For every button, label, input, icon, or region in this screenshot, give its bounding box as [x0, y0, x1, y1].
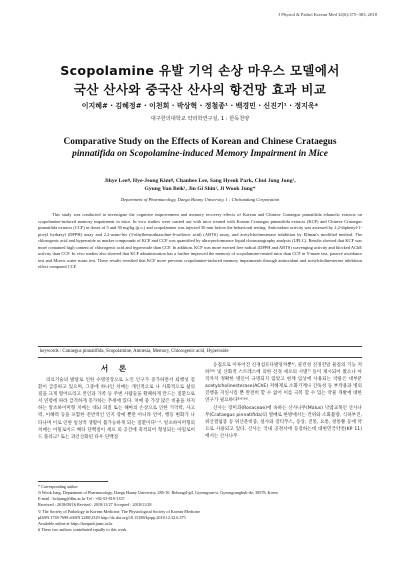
keywords: keywords : Crataegus pinnatifida, Scopolamine, Amnesia, Memory, Chlorogenic acid, Hyperoside: [40, 349, 229, 354]
korean-authors: 이지혜# · 김혜정# · 이천희 · 박상혁 · 정철종¹ · 백경민 · 신진기¹ · 정지욱*: [81, 102, 319, 110]
keywords-rule-top: [38, 346, 362, 347]
footnote-equal-contribution: # These two authors contributed equally to this work.: [38, 527, 128, 533]
korean-affiliation: 대구한의대학교 약리학연구실, 1 : 한독천양: [150, 116, 250, 122]
korean-title-line2: 국산 산사와 중국산 산사의 항건망 효과 비교: [73, 82, 327, 97]
journal-header: J Physiol & Pathol Korean Med 32(6):375~383, 2018: [278, 12, 377, 17]
abstract-text: This study was conducted to investigate the cognitive improvement and memory recovery effects of Korean and Chinese Crataegus pinnatifida ethanolic extracts on scopolamine-induced memory impairment in mice. In vivo studies were carried out with mice treated with Korean Crataegus pinnatifida extracts (KCF) and Chinese Crataegus pinnatifida extracts (CCF) in doses of 5 and 50 mg/kg (p.o.) and scopolamine was injected 30 min before the behavioral testing. Antioxidant activity was assessed by 2,2-diphenyl-1-picryl hydrazyl (DPPH) assay and 2,2-azino-bis (3-ethylbenzothiazoline-6-sulfonic acid) (ABTS) assay, and acetylcholinesterase inhibition by Ellman's modified method. The chlorogenic acid and hyperoside as marker compounds of KCF and CCF was quantified by ultra-performance liquid chromatography analysis (UPLC). Results showed that KCF was more contained high content of chlorogenic acid and hyperoside than CCF. In addition, KCF was more exerted free radical (DPPH and ABTS) scavenging activity and blocked AChE activity than CCF. In vivo studies also showed that KCF administration has a further improved the memory of scopolamine-treated mice than CCF in Y-maze test, passive avoidance test and Morris water maze test. These results revealed that KCF more prevents scopolamine-induced memory impairments through antioxidant and acetylcholinesterase inhibition effect compared CCF.: [38, 212, 362, 270]
footnote-online-link[interactable]: Available online at https://kmpath.jams.or.kr: [38, 520, 113, 526]
korean-title-line1: Scopolamine 유발 기억 손상 마우스 모델에서: [60, 63, 340, 78]
intro-left-column: 의료기술의 발달로 인한 수명연장으로 노인 인구가 증가하면서 퇴행성 질환이 급증하고 있으며, 그중에 하나인 치매는 개인적으로 나 사회적으로 삶의 질을 크게 떨어뜨리고 본인과 가족 등 주변 사람들을 황폐하게 만드는 질환으로서 연령에 따라 급격하게 증가하는 추세에 있다. 치매 중 가장 많은 비율을 차지하는 알츠하이머형 치매는 대뇌 피질 또는 해마의 손상으로 인한 기억력, 사고력, 이해력 등을 포함한 전반적인 인지 장애 뿐만 아니라 언어, 행동 변화가 나타나며 이로 인한 일상적 생활이 불가능하게 되는 질환이다¹⁻². 알츠하이머형의 치매는 아밀로이드 베타 단백질이 세포 외 공간에 축적되어 형성되는 아밀로이드 플라크³ 또는 과인산화된 타우 단백질: [38, 378, 195, 440]
footnotes: [38, 484, 362, 533]
footnote-corresponding: * Corresponding author: [38, 484, 78, 489]
footnote-dates: Received : 2018/08/16 Revised : 2018/11/27 Accepted : 2018/11/28: [38, 502, 152, 508]
keywords-rule-bottom: [38, 357, 362, 358]
english-authors-line2: Gyung Yun Beik¹, Jin Gi Shin¹, Ji Wook Jung*: [144, 186, 256, 192]
english-authors-line1: Jihye Lee#, Hye-Jeong Kim#, Chanhee Lee, Sang Hyeok Park, Chul Jong Jung¹,: [104, 178, 296, 184]
intro-right-paragraph-2: 산사는 장미과(Rosaceae)에 속하는 산사나무(Malus) 낙엽교목인 산사나무(Crataegus pinnatifida)의 열매로 한방에서는 건위와 소화불량, 식욕부진, 위산결핍증 등 위산분비증, 설사와 장티푸스, 동상, 진통, 요통, 창통쭐 등에 약으로 사용되고 있다. 산사는 국내 공정서에 등장하는데 대한민국약전(KP 11)에서는 산사나무: [205, 405, 362, 439]
english-affiliation: Department of Pharmacology, Daegu Haany University, 1 : Chchundang Corporation: [120, 197, 280, 202]
footnote-email-link[interactable]: E-mail : bchjung@dhu.ac.kr Tel : +82-53-819-1337: [38, 496, 125, 502]
footnote-rule: [38, 481, 108, 482]
footnote-issn-doi-link[interactable]: pISSN 1738-7698 eISSN 2288-2529 http://dx.doi.org/10.15188/kjopp.2018.12.32.6.375: [38, 514, 186, 520]
section-title-introduction: 서 론: [100, 364, 131, 373]
english-title-line1: Comparative Study on the Effects of Korean and Chinese Crataegus: [63, 137, 337, 147]
english-title-line2-text: pinnatifida on Scopolamine-induced Memory Impairment in Mice: [72, 149, 328, 159]
english-title-line2: [0, 149, 400, 159]
intro-right-column: [205, 362, 362, 440]
footnote-copyright: © The Society of Pathology in Korean Medicine, The Physiological Society of Korean Medicine: [38, 508, 201, 514]
footnote-address: Ji Wook Jung, Department of Pharmacology, Daegu Haany University, 285-10, Bohongil-gil, Gyeongsan-si, Gyeongsangbuk-do, 38578, Korea: [38, 490, 278, 496]
intro-right-paragraph-1: 응집으로 이루어진 신경섬유다발엉켜뿐⁴⁾, 콜린성 신경전달 물질의 기능 저하⁵⁾⁶⁾ 및 산화적 스트레스에 의한 신경 세포의 사멸⁷⁾ 등이 제시되어 왔으나 아직까지 정확한 병인이 규명되지 않았고 현재 임상에 사용되는 약물은 대부분 acetylcholinesterase(AChE) 저해제로 소화기계나 간독성 등 부작용과 병의 진행을 지연시킬 뿐 완전히 할 수 없어 이를 극복 할 수 있는 약물 개발에 대한 연구가 필요하다⁸⁾⁹⁾¹⁰⁾.: [205, 363, 362, 404]
